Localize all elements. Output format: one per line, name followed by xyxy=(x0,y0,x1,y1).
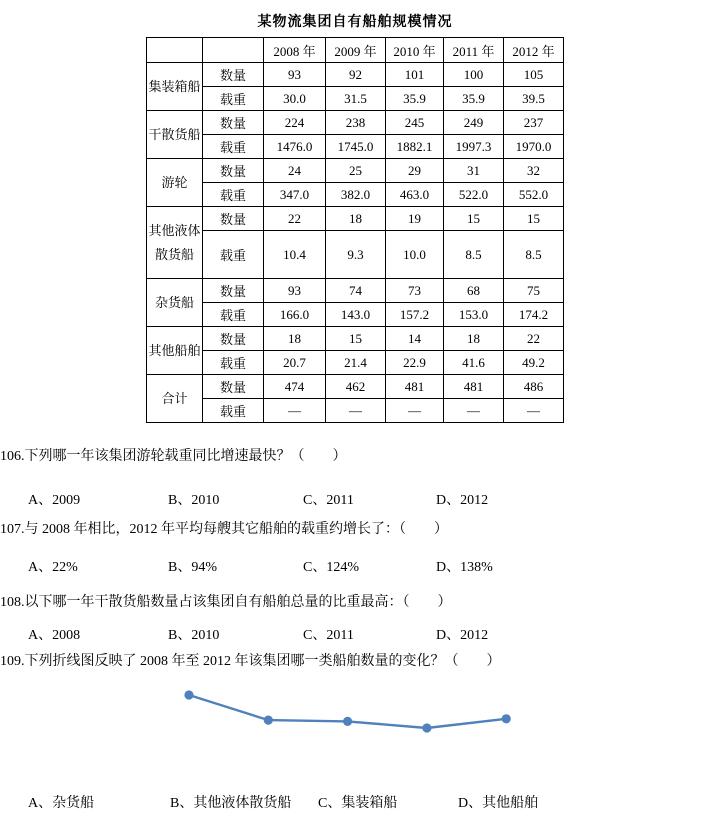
metric-label-cell: 载重 xyxy=(203,303,264,327)
metric-label-cell: 载重 xyxy=(203,183,264,207)
question-107-options xyxy=(0,556,712,576)
question-number: 107. xyxy=(0,522,25,537)
option-c: C、2011 xyxy=(303,493,354,508)
question-108-options xyxy=(0,624,712,644)
question-108 xyxy=(0,593,712,613)
table-title: 某物流集团自有船舶规模情况 xyxy=(257,15,453,30)
value-cell: 15 xyxy=(326,327,386,351)
option-c: C、集装箱船 xyxy=(318,796,398,811)
question-text: 与 2008 年相比，2012 年平均每艘其它船舶的载重约增长了：（ ） xyxy=(24,522,448,537)
value-cell: 1970.0 xyxy=(504,135,564,159)
year-header: 2009 年 xyxy=(326,38,386,63)
value-cell: 68 xyxy=(444,279,504,303)
chart-point xyxy=(264,716,273,725)
value-cell: 486 xyxy=(504,375,564,399)
chart-point xyxy=(343,717,352,726)
value-cell: 157.2 xyxy=(386,303,444,327)
metric-label-cell: 载重 xyxy=(203,231,264,279)
value-cell: — xyxy=(504,399,564,423)
metric-label-cell: 数量 xyxy=(203,327,264,351)
option-b: B、其他液体散货船 xyxy=(170,796,292,811)
value-cell: 22 xyxy=(504,327,564,351)
value-cell: 10.4 xyxy=(264,231,326,279)
value-cell: 101 xyxy=(386,63,444,87)
value-cell: 166.0 xyxy=(264,303,326,327)
value-cell: — xyxy=(264,399,326,423)
value-cell: 15 xyxy=(504,207,564,231)
option-a: A、杂货船 xyxy=(28,796,95,811)
table-row xyxy=(147,135,564,159)
value-cell: 22 xyxy=(264,207,326,231)
value-cell: 1745.0 xyxy=(326,135,386,159)
value-cell: 105 xyxy=(504,63,564,87)
question-number: 108. xyxy=(0,595,25,610)
metric-label-cell: 数量 xyxy=(203,279,264,303)
value-cell: 347.0 xyxy=(264,183,326,207)
option-b: B、2010 xyxy=(168,493,220,508)
value-cell: 245 xyxy=(386,111,444,135)
table-row xyxy=(147,231,564,279)
value-cell: 21.4 xyxy=(326,351,386,375)
value-cell: 73 xyxy=(386,279,444,303)
option-d: D、2012 xyxy=(436,493,489,508)
option-b: B、2010 xyxy=(168,628,220,643)
question-number: 109. xyxy=(0,654,25,669)
question-109 xyxy=(0,652,712,672)
option-a: A、22% xyxy=(28,560,78,575)
value-cell: 224 xyxy=(264,111,326,135)
table-row xyxy=(147,87,564,111)
table-row xyxy=(147,399,564,423)
value-cell: 552.0 xyxy=(504,183,564,207)
table-row xyxy=(147,183,564,207)
table-header-row xyxy=(147,38,564,63)
category-cell: 集装箱船 xyxy=(147,63,203,111)
value-cell: 31 xyxy=(444,159,504,183)
value-cell: — xyxy=(444,399,504,423)
value-cell: 237 xyxy=(504,111,564,135)
metric-label-cell: 载重 xyxy=(203,87,264,111)
option-b: B、94% xyxy=(168,560,217,575)
value-cell: 1882.1 xyxy=(386,135,444,159)
value-cell: 32 xyxy=(504,159,564,183)
value-cell: 14 xyxy=(386,327,444,351)
category-cell: 其他液体散货船 xyxy=(147,207,203,279)
value-cell: 35.9 xyxy=(444,87,504,111)
category-cell: 合计 xyxy=(147,375,203,423)
question-106-options xyxy=(0,489,712,509)
question-text: 下列哪一年该集团游轮载重同比增速最快？（ ） xyxy=(24,449,347,464)
value-cell: 522.0 xyxy=(444,183,504,207)
metric-label-cell: 数量 xyxy=(203,159,264,183)
category-cell: 其他船舶 xyxy=(147,327,203,375)
corner-cell xyxy=(147,38,203,63)
value-cell: 8.5 xyxy=(444,231,504,279)
value-cell: 15 xyxy=(444,207,504,231)
year-header: 2010 年 xyxy=(386,38,444,63)
table-row xyxy=(147,279,564,303)
value-cell: 462 xyxy=(326,375,386,399)
category-cell: 杂货船 xyxy=(147,279,203,327)
value-cell: 22.9 xyxy=(386,351,444,375)
value-cell: 10.0 xyxy=(386,231,444,279)
value-cell: 19 xyxy=(386,207,444,231)
chart-point xyxy=(184,690,193,699)
metric-label-cell: 载重 xyxy=(203,399,264,423)
value-cell: 35.9 xyxy=(386,87,444,111)
value-cell: 31.5 xyxy=(326,87,386,111)
question-text: 下列折线图反映了 2008 年至 2012 年该集团哪一类船舶数量的变化？（ ） xyxy=(24,654,501,669)
value-cell: 18 xyxy=(326,207,386,231)
value-cell: 100 xyxy=(444,63,504,87)
value-cell: 1476.0 xyxy=(264,135,326,159)
option-d: D、其他船舶 xyxy=(458,796,539,811)
corner-cell xyxy=(203,38,264,63)
value-cell: 9.3 xyxy=(326,231,386,279)
year-header: 2008 年 xyxy=(264,38,326,63)
table-row xyxy=(147,351,564,375)
value-cell: 249 xyxy=(444,111,504,135)
category-cell: 干散货船 xyxy=(147,111,203,159)
option-a: A、2009 xyxy=(28,493,81,508)
line-chart-svg xyxy=(0,676,712,776)
value-cell: 382.0 xyxy=(326,183,386,207)
table-row xyxy=(147,63,564,87)
table-row xyxy=(147,207,564,231)
metric-label-cell: 数量 xyxy=(203,207,264,231)
value-cell: 25 xyxy=(326,159,386,183)
value-cell: 39.5 xyxy=(504,87,564,111)
metric-label-cell: 载重 xyxy=(203,135,264,159)
value-cell: 93 xyxy=(264,63,326,87)
value-cell: — xyxy=(386,399,444,423)
value-cell: 49.2 xyxy=(504,351,564,375)
chart-point xyxy=(422,723,431,732)
value-cell: 24 xyxy=(264,159,326,183)
value-cell: 481 xyxy=(386,375,444,399)
value-cell: 18 xyxy=(264,327,326,351)
value-cell: 153.0 xyxy=(444,303,504,327)
year-header: 2012 年 xyxy=(504,38,564,63)
metric-label-cell: 载重 xyxy=(203,351,264,375)
value-cell: 481 xyxy=(444,375,504,399)
question-109-options xyxy=(0,792,712,812)
question-106 xyxy=(0,447,712,467)
metric-label-cell: 数量 xyxy=(203,375,264,399)
metric-label-cell: 数量 xyxy=(203,63,264,87)
value-cell: 1997.3 xyxy=(444,135,504,159)
option-d: D、138% xyxy=(436,560,493,575)
table-row xyxy=(147,375,564,399)
year-header: 2011 年 xyxy=(444,38,504,63)
option-c: C、2011 xyxy=(303,628,354,643)
table-row xyxy=(147,303,564,327)
value-cell: 474 xyxy=(264,375,326,399)
table-row xyxy=(147,159,564,183)
value-cell: 74 xyxy=(326,279,386,303)
chart-point xyxy=(502,714,511,723)
value-cell: — xyxy=(326,399,386,423)
question-107 xyxy=(0,520,712,540)
value-cell: 29 xyxy=(386,159,444,183)
metric-label-cell: 数量 xyxy=(203,111,264,135)
value-cell: 93 xyxy=(264,279,326,303)
option-c: C、124% xyxy=(303,560,359,575)
table-row xyxy=(147,327,564,351)
value-cell: 30.0 xyxy=(264,87,326,111)
question-text: 以下哪一年干散货船数量占该集团自有船舶总量的比重最高：（ ） xyxy=(24,595,452,610)
question-number: 106. xyxy=(0,449,25,464)
value-cell: 238 xyxy=(326,111,386,135)
value-cell: 20.7 xyxy=(264,351,326,375)
ships-table xyxy=(146,37,564,423)
value-cell: 41.6 xyxy=(444,351,504,375)
table-row xyxy=(147,111,564,135)
value-cell: 18 xyxy=(444,327,504,351)
value-cell: 174.2 xyxy=(504,303,564,327)
category-cell: 游轮 xyxy=(147,159,203,207)
option-a: A、2008 xyxy=(28,628,81,643)
value-cell: 92 xyxy=(326,63,386,87)
value-cell: 143.0 xyxy=(326,303,386,327)
option-d: D、2012 xyxy=(436,628,489,643)
value-cell: 463.0 xyxy=(386,183,444,207)
value-cell: 8.5 xyxy=(504,231,564,279)
value-cell: 75 xyxy=(504,279,564,303)
line-chart xyxy=(0,676,712,776)
